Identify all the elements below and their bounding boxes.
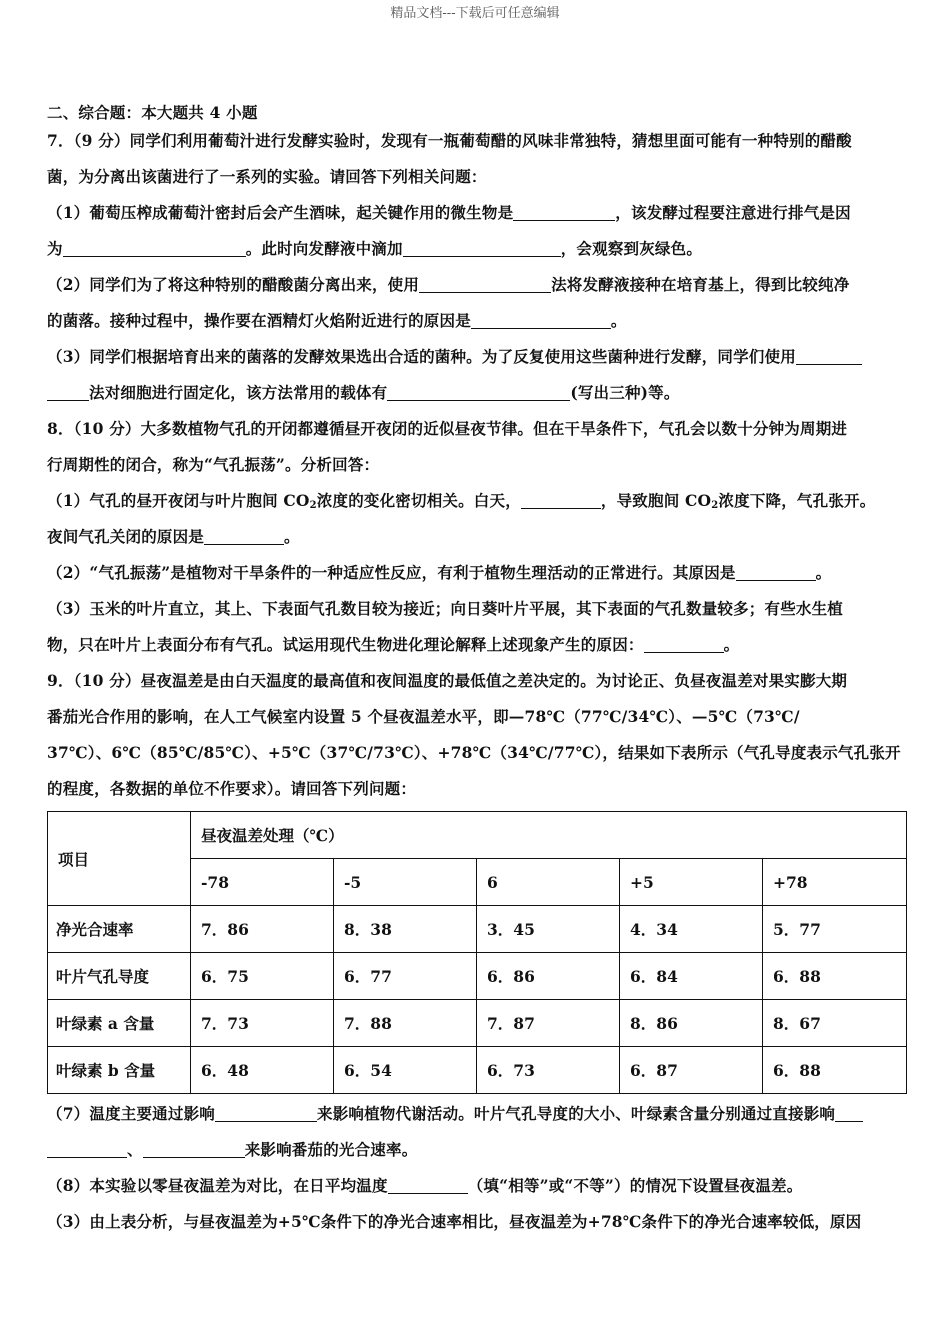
after-line-1 — [47, 1096, 907, 1132]
q9-line-2: 番茄光合作用的影响，在人工气候室内设置 5 个昼夜温差水平，即—78℃（77℃/34℃）、—5℃（73℃/ — [47, 707, 800, 726]
table-cell: 6．87 — [620, 1047, 763, 1094]
q7-line-2: 菌，为分离出该菌进行了一系列的实验。请回答下列相关问题： — [47, 167, 487, 186]
after-text: 、 — [127, 1140, 143, 1159]
question-9 — [47, 663, 907, 807]
subscript: 2 — [711, 500, 719, 511]
after-text: 来影响番茄的光合速率。 — [244, 1140, 418, 1159]
answer-blank[interactable] — [835, 1104, 863, 1122]
subscript: 2 — [309, 500, 317, 511]
table-cell: 6．84 — [620, 953, 763, 1000]
q8-line-6: （3）玉米的叶片直立，其上、下表面气孔数目较为接近；向日葵叶片平展，其下表面的气孔数量较多；有些水生植 — [47, 599, 843, 618]
table-header-row — [48, 812, 907, 859]
q8-text: 夜间气孔关闭的原因是 — [47, 527, 205, 546]
q7-text: 法对细胞进行固定化，该方法常用的载体有 — [89, 383, 388, 402]
answer-blank[interactable] — [47, 383, 89, 401]
section-heading: 二、综合题：本大题共 4 小题 — [47, 103, 258, 122]
row-label: 叶绿素 a 含量 — [48, 1000, 191, 1047]
after-text: （填“相等”或“不等”）的情况下设置昼夜温差。 — [467, 1176, 803, 1195]
q8-text: 。 — [815, 563, 832, 582]
answer-blank[interactable] — [513, 203, 615, 221]
q7-text: 为 — [47, 239, 63, 258]
q8-text: 。 — [723, 635, 740, 654]
q7-text: ，该发酵过程要注意进行排气是因 — [615, 203, 851, 222]
q7-line-3 — [47, 195, 907, 231]
table-cell: 6．75 — [191, 953, 334, 1000]
treatment-header: 昼夜温差处理（℃） — [191, 812, 907, 859]
q7-line-8 — [47, 375, 907, 411]
answer-blank[interactable] — [403, 239, 561, 257]
answer-blank[interactable] — [796, 347, 862, 365]
q7-text: 的菌落。接种过程中，操作要在酒精灯火焰附近进行的原因是 — [47, 311, 471, 330]
after-text: 来影响植物代谢活动。叶片气孔导度的大小、叶绿素含量分别通过直接影响 — [317, 1104, 836, 1123]
q7-text: （3）同学们根据培育出来的菌落的发酵效果选出合适的菌种。为了反复使用这些菌种进行发酵，同学们使用 — [47, 347, 796, 366]
q7-text: 。此时向发酵液中滴加 — [245, 239, 403, 258]
table-cell: 6．73 — [477, 1047, 620, 1094]
after-line-4: （3）由上表分析，与昼夜温差为+5℃条件下的净光合速率相比，昼夜温差为+78℃条件下的净光合速率较低，原因 — [47, 1212, 862, 1231]
q9-line-3: 37℃）、6℃（85℃/85℃）、+5℃（37℃/73℃）、+78℃（34℃/77℃），结果如下表所示（气孔导度表示气孔张开 — [47, 743, 901, 762]
table-cell: 8．67 — [763, 1000, 907, 1047]
q8-text: （2）“气孔振荡”是植物对干旱条件的一种适应性反应，有利于植物生理活动的正常进行。其原因是 — [47, 563, 736, 582]
q7-text: 法将发酵液接种在培育基上，得到比较纯净 — [551, 275, 850, 294]
table-row — [48, 1047, 907, 1094]
q8-text: ，导致胞间 CO — [600, 491, 712, 510]
q8-text: 物，只在叶片上表面分布有气孔。试运用现代生物进化理论解释上述现象产生的原因： — [47, 635, 644, 654]
table-cell: 6．48 — [191, 1047, 334, 1094]
q8-text: 浓度下降，气孔张开。 — [718, 491, 876, 510]
q8-text: 浓度的变化密切相关。白天， — [316, 491, 521, 510]
table-cell: 6．86 — [477, 953, 620, 1000]
column-header: +78 — [763, 859, 907, 906]
answer-blank[interactable] — [419, 275, 551, 293]
answer-blank[interactable] — [521, 491, 601, 509]
questions-after-table — [47, 1096, 907, 1240]
q8-line-2: 行周期性的闭合，称为“气孔振荡”。分析回答： — [47, 455, 380, 474]
exam-content — [47, 103, 907, 1240]
item-header: 项目 — [48, 812, 191, 906]
q8-line-4 — [47, 519, 907, 555]
row-label: 叶绿素 b 含量 — [48, 1047, 191, 1094]
after-line-3 — [47, 1168, 907, 1204]
table-cell: 8．38 — [334, 906, 477, 953]
table-cell: 7．73 — [191, 1000, 334, 1047]
q7-line-5 — [47, 267, 907, 303]
after-text: （8）本实验以零昼夜温差为对比，在日平均温度 — [47, 1176, 388, 1195]
row-label: 净光合速率 — [48, 906, 191, 953]
q8-text: （1）气孔的昼开夜闭与叶片胞间 CO — [47, 491, 310, 510]
row-label: 叶片气孔导度 — [48, 953, 191, 1000]
table-cell: 8．86 — [620, 1000, 763, 1047]
q8-line-5 — [47, 555, 907, 591]
table-cell: 7．87 — [477, 1000, 620, 1047]
column-header: -5 — [334, 859, 477, 906]
table-cell: 7．88 — [334, 1000, 477, 1047]
table-row — [48, 953, 907, 1000]
column-header: -78 — [191, 859, 334, 906]
q8-line-3 — [47, 483, 907, 519]
q8-line-7 — [47, 627, 907, 663]
table-cell: 4．34 — [620, 906, 763, 953]
table-row — [48, 1000, 907, 1047]
question-8 — [47, 411, 907, 663]
answer-blank[interactable] — [736, 563, 816, 581]
answer-blank[interactable] — [215, 1104, 317, 1122]
table-cell: 6．88 — [763, 1047, 907, 1094]
after-line-2 — [47, 1132, 907, 1168]
page-header: 精品文档---下载后可任意编辑 — [390, 6, 560, 21]
q7-text: （1）葡萄压榨成葡萄汁密封后会产生酒味，起关键作用的微生物是 — [47, 203, 514, 222]
q7-line-1: 7．（9 分）同学们利用葡萄汁进行发酵实验时，发现有一瓶葡萄醋的风味非常独特，猜想里面可能有一种特别的醋酸 — [47, 131, 852, 150]
answer-blank[interactable] — [143, 1140, 245, 1158]
q7-text: (写出三种)等。 — [570, 383, 680, 402]
answer-blank[interactable] — [388, 1176, 468, 1194]
q7-line-7 — [47, 339, 907, 375]
q8-line-1: 8．（10 分）大多数植物气孔的开闭都遵循昼开夜闭的近似昼夜节律。但在干旱条件下，气孔会以数十分钟为周期进 — [47, 419, 848, 438]
answer-blank[interactable] — [47, 1140, 127, 1158]
table-cell: 3．45 — [477, 906, 620, 953]
q7-text: 。 — [610, 311, 627, 330]
q9-line-4: 的程度，各数据的单位不作要求）。请回答下列问题： — [47, 779, 417, 798]
answer-blank[interactable] — [63, 239, 246, 257]
question-7 — [47, 123, 907, 411]
table-cell: 6．54 — [334, 1047, 477, 1094]
table-cell: 7．86 — [191, 906, 334, 953]
results-table — [47, 811, 907, 1094]
table-row — [48, 906, 907, 953]
q9-line-1: 9．（10 分）昼夜温差是由白天温度的最高值和夜间温度的最低值之差决定的。为讨论正、负昼夜温差对果实膨大期 — [47, 671, 848, 690]
column-header: 6 — [477, 859, 620, 906]
table-cell: 6．88 — [763, 953, 907, 1000]
q7-line-4 — [47, 231, 907, 267]
after-text: （7）温度主要通过影响 — [47, 1104, 215, 1123]
q7-line-6 — [47, 303, 907, 339]
table-cell: 5．77 — [763, 906, 907, 953]
answer-blank[interactable] — [644, 635, 724, 653]
answer-blank[interactable] — [387, 383, 570, 401]
q8-text: 。 — [284, 527, 300, 546]
table-cell: 6．77 — [334, 953, 477, 1000]
answer-blank[interactable] — [204, 527, 284, 545]
q7-text: （2）同学们为了将这种特别的醋酸菌分离出来，使用 — [47, 275, 420, 294]
column-header: +5 — [620, 859, 763, 906]
answer-blank[interactable] — [471, 311, 611, 329]
q7-text: ，会观察到灰绿色。 — [560, 239, 703, 258]
